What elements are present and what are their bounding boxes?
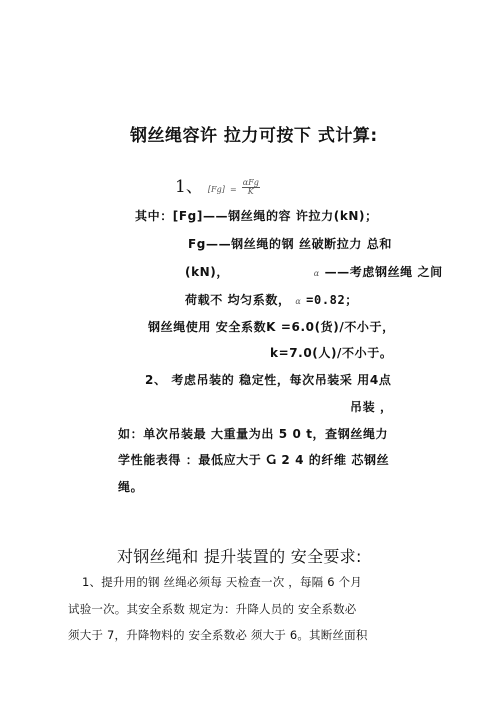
kn-unit: (kN)， bbox=[185, 265, 229, 279]
safety-factor-line: 钢丝绳使用 安全系数K =6.0(货)/不小于， bbox=[148, 320, 395, 334]
example-line-1: 如：单次吊装最 大重量为出 5 0 t，查钢丝绳力 bbox=[118, 427, 389, 441]
section-2-title: 对钢丝绳和 提升装置的 安全要求: bbox=[117, 547, 362, 566]
formula-number: 1、 bbox=[175, 177, 203, 197]
alpha-definition: ——考虑钢丝绳 之间 bbox=[324, 265, 443, 279]
example-line-2: 学性能表得 ：最低应大于 Ⴚ 2 4 的纤维 芯钢丝 bbox=[118, 453, 390, 467]
formula-numerator: αFg bbox=[242, 178, 259, 187]
section-2-line-2: 试验一次。其安全系数 规定为：升降人员的 安全系数必 bbox=[68, 602, 357, 616]
item-2-continuation: 吊装 ， bbox=[350, 400, 393, 414]
formula-1 bbox=[175, 172, 260, 197]
formula-fraction bbox=[242, 179, 260, 196]
alpha-symbol: α bbox=[313, 269, 320, 278]
definition-line-1: 其中：[Fg]——钢丝绳的容 许拉力(kN)； bbox=[135, 209, 378, 223]
alpha-value: =0.82； bbox=[306, 293, 358, 307]
section-2-line-1: 1、提升用的钢 丝绳必须每 天检查一次 ，每隔 6 个月 bbox=[82, 575, 363, 589]
safety-factor-people-line: k=7.0(人)/不小于。 bbox=[270, 346, 393, 360]
alpha-symbol-2: α bbox=[295, 297, 302, 306]
uneven-load-text: 荷载不 均匀系数， bbox=[185, 293, 291, 307]
definition-line-3 bbox=[185, 263, 443, 280]
formula-equals: = bbox=[229, 185, 237, 194]
definition-line-2: Fg——钢丝绳的钢 丝破断拉力 总和 bbox=[188, 237, 392, 251]
section-2-line-3: 须大于 7，升降物料的 安全系数必 须大于 6。其断丝面积 bbox=[68, 628, 368, 642]
item-2-line: 2、 考虑吊装的 稳定性，每次吊装采 用4点 bbox=[145, 373, 392, 387]
formula-denominator: K bbox=[247, 187, 254, 196]
section-1-title: 钢丝绳容许 拉力可按下 式计算: bbox=[130, 126, 378, 146]
example-line-3: 绳。 bbox=[118, 480, 144, 494]
formula-lhs: [Fg] bbox=[207, 185, 225, 194]
definition-line-4 bbox=[185, 291, 358, 308]
